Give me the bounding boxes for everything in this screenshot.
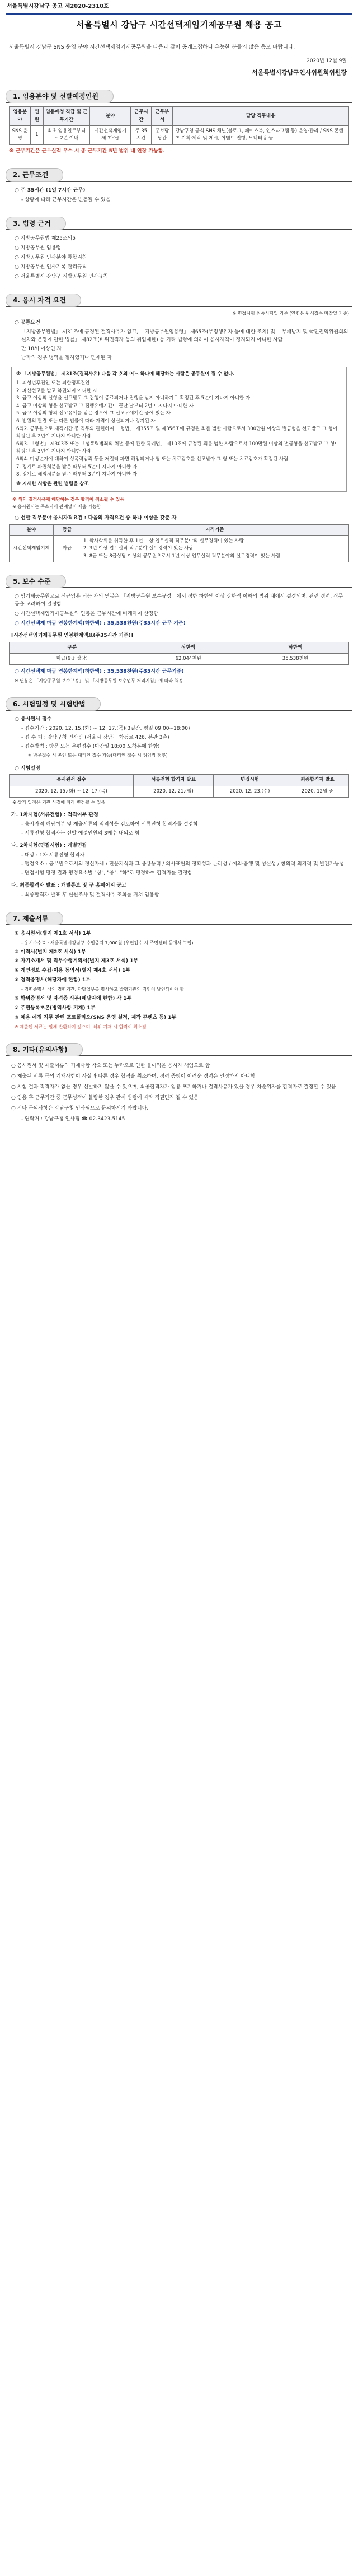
section-4-title: 4. 응시 자격 요건 [6, 294, 81, 308]
notice-date: 2020년 12월 9일 [307, 58, 347, 64]
col-dept: 근무부서 [152, 107, 173, 125]
col-field: 임용분야 [10, 107, 31, 125]
law-item: ○ 지방공무원법 제25조의5 [15, 236, 76, 242]
method-item: - 대상 : 1차 서류전형 합격자 [21, 852, 85, 858]
pay-item: ○ 시간선택제 마급 연봉한계액(하한액) : 35,538천원(주35시간 근무 기준) [15, 621, 186, 627]
common-req: 남자의 경우 병역을 필하였거나 면제된 자 [21, 355, 112, 361]
criteria-line: 2. 3년 이상 업무실적 직무분야 실무경력이 있는 사람 [83, 546, 194, 552]
disq-warning: ※ 위의 결격사유에 해당하는 경우 합격이 취소될 수 있음 [12, 497, 125, 502]
notice-item: ○ 기타 문의사항은 강남구청 인사팀으로 문의하시기 바랍니다. [11, 1106, 149, 1112]
col-apply: 응시원서 접수 [10, 775, 134, 786]
cell-max: 62,044천원 [135, 654, 242, 665]
col-max: 상한액 [135, 642, 242, 654]
application-item: - 접수방법 : 방문 또는 우편접수 (마감일 18:00 도착분에 한함) [21, 744, 160, 750]
special-req-table [9, 524, 349, 562]
disq-line: 7. 징계로 파면처분을 받은 때부터 5년이 지나지 아니한 자 [16, 464, 137, 470]
cell-field: SNS 운영 [10, 125, 31, 144]
doc-item: ⑤ 경력증명서(해당자에 한함) 1부 [15, 977, 91, 984]
law-item: ○ 지방공무원 인사기록 관리규칙 [15, 264, 87, 270]
application-label: ○ 응시원서 접수 [15, 716, 52, 723]
cell-interview: 2020. 12. 23.(수) [214, 786, 286, 797]
cell-rank: 시간선택제임기제 '마'급 [90, 125, 131, 144]
contact-info: - 연락처 : 강남구청 인사팀 ☎ 02-3423-5145 [21, 1116, 125, 1122]
cell-min: 35,538천원 [242, 654, 348, 665]
notice-number: 서울특별시강남구 공고 제2020-2310호 [7, 3, 109, 10]
cell-apply: 2020. 12. 15.(화) ~ 12. 17.(목) [10, 786, 134, 797]
eligibility-ref-note: ※ 면접시험 최종시험일 기준 (연령은 원서접수 마감일 기준) [232, 311, 349, 316]
section-6 [6, 697, 352, 900]
method-item: - 응시자격 해당여부 및 제출서류의 적격성을 검토하여 서류전형 합격자를 결정함 [21, 822, 198, 828]
disq-footer: ※ 자세한 사항은 관련 법령을 참조 [16, 481, 89, 487]
table-row [10, 125, 349, 144]
law-item: ○ 지방공무원 인사분야 통합지침 [15, 255, 87, 261]
special-req-label: ○ 선발 직무분야 응시자격요건 : 다음의 자격요건 중 하나 이상을 갖춘 자 [15, 515, 177, 521]
disq-line: 6의2. 공무원으로 재직기간 중 직무와 관련하여 「형법」 제355조 및 제356조에 규정된 죄를 범한 사람으로서 300만원 이상의 벌금형을 선고받고 그 형이 확정된 후 2년이 지나지 아니한 사람 [16, 426, 337, 440]
cell-criteria [81, 536, 349, 562]
cell-field: 시간선택제임기제 [10, 536, 54, 562]
section-6-title: 6. 시험일정 및 시험방법 [6, 697, 101, 711]
cell-type: 마급(6급 상당) [10, 654, 135, 665]
disq-line: 8. 징계로 해임처분을 받은 때부터 3년이 지나지 아니한 자 [16, 472, 137, 478]
cell-term: 최초 임용일로부터 ~ 2년 이내 [43, 125, 90, 144]
disq-line: 1. 피성년후견인 또는 피한정후견인 [16, 380, 90, 386]
pay-item: ○ 시간선택제 마급 연봉한계액(하한액) : 35,538천원(주35시간 근무기준) [15, 669, 184, 675]
application-item: - 접수기간 : 2020. 12. 15.(화) ~ 12. 17.(목)(3일간, 평일 09:00~18:00) [21, 726, 190, 732]
method-item: - 면접시험 평정 결과 평정요소별 "상", "중", "하"로 평정하여 합격자를 결정함 [21, 870, 192, 876]
col-rank-term: 임용예정 직급 및 근무기간 [43, 107, 90, 125]
application-item: - 접 수 처 : 강남구청 인사팀 (서울시 강남구 학동로 426, 본관 3층) [21, 735, 169, 741]
issuing-org: 서울특별시강남구인사위원회위원장 [251, 68, 347, 76]
schedule-label: ○ 시험일정 [15, 765, 40, 771]
application-item: ※ 방문접수 시 본인 또는 대리인 접수 가능(대리인 접수 시 위임장 첨부) [28, 753, 168, 758]
work-hours: ○ 주 35시간 (1일 7시간 근무) [15, 187, 86, 193]
pay-item: ※ 연봉은 「지방공무원 보수규정」 및 「지방공무원 보수업무 처리지침」에 따라 책정 [15, 678, 183, 684]
col-criteria: 자격기준 [81, 525, 349, 536]
disq-line: 6의4. 미성년자에 대하여 성폭력범죄 등을 저질러 파면·해임되거나 형 또는 치료감호를 선고받아 그 형 또는 치료감호가 확정된 사람 [16, 456, 289, 463]
table-row [10, 786, 349, 797]
section-3-title: 3. 법령 근거 [6, 217, 66, 231]
section-5-title: 5. 보수 수준 [6, 575, 66, 589]
disqualification-title: ※ 「지방공무원법」 제31조(결격사유) 다음 각 호의 어느 하나에 해당하는 사람은 공무원이 될 수 없다. [16, 371, 235, 377]
position-table [9, 106, 349, 145]
cell-grade: 마급 [54, 536, 81, 562]
col-field: 분야 [10, 525, 54, 536]
doc-item: ① 응시원서(별지 제1호 서식) 1부 [15, 931, 91, 937]
cell-duties: 강남구청 공식 SNS 채널(블로그, 페이스북, 인스타그램 등) 운영·관리 / SNS 콘텐츠 기획·제작 및 게시, 이벤트 진행, 모니터링 등 [173, 125, 349, 144]
table-row [10, 536, 349, 562]
section-5 [6, 575, 352, 685]
criteria-line: 3. 8급 또는 8급상당 이상의 공무원으로서 1년 이상 업무실적 직무분야의 실무경력이 있는 사람 [83, 553, 281, 559]
cell-hours: 주 35시간 [131, 125, 152, 144]
notice-item: ○ 응시원서 및 제출서류의 기재사항 착오 또는 누락으로 인한 불이익은 응시자 책임으로 함 [11, 1063, 210, 1069]
method-1-label: 가. 1차시험(서류전형) : 적격여부 판정 [11, 812, 98, 818]
law-item: ○ 서울특별시 강남구 지방공무원 인사규칙 [15, 273, 109, 280]
schedule-table [9, 774, 349, 797]
col-count: 인원 [31, 107, 43, 125]
section-4 [6, 294, 352, 562]
page-title: 서울특별시 강남구 시간선택제임기제공무원 채용 공고 [76, 19, 282, 30]
section-7-title: 7. 제출서류 [6, 912, 63, 926]
col-type: 구분 [10, 642, 135, 654]
doc-item: ※ 제출된 서류는 일체 반환하지 않으며, 허위 기재 시 합격이 취소됨 [15, 1024, 147, 1030]
cell-doc-result: 2020. 12. 21.(월) [133, 786, 213, 797]
col-duties: 담당 직무내용 [173, 107, 349, 125]
method-3-label: 다. 최종합격자 발표 : 개별통보 및 구 홈페이지 공고 [11, 882, 126, 888]
method-item: - 최종합격자 발표 후 신원조사 및 결격사유 조회를 거쳐 임용함 [21, 892, 159, 898]
col-area: 분야 [90, 107, 131, 125]
doc-item: - 응시수수료 : 서울특별시강남구 수입증지 7,000원 (우편접수 시 주민센터 등에서 구입) [21, 940, 194, 946]
cell-dept: 홍보담당관 [152, 125, 173, 144]
disq-line: 5. 금고 이상의 형의 선고유예를 받은 경우에 그 선고유예기간 중에 있는 자 [16, 411, 171, 417]
section-2-title: 2. 근무조건 [6, 168, 63, 182]
term-note: ※ 근무기간은 근무실적 우수 시 총 근무기간 5년 범위 내 연장 가능함. [9, 148, 165, 155]
section-2 [6, 168, 352, 204]
col-grade: 등급 [54, 525, 81, 536]
pay-item: ○ 임기제공무원으로 신규임용 되는 자의 연봉은 「지방공무원 보수규정」에서 정한 하한액 이상 상한액 이하의 범위 내에서 결정되며, 관련 경력, 직무 등을 고려하여 결정함 [15, 594, 343, 608]
doc-item: ③ 자기소개서 및 직무수행계획서(별지 제3호 서식) 1부 [15, 958, 139, 965]
doc-item: - 경력증명서 상의 경력기간, 담당업무를 명시하고 발행기관의 직인이 날인되어야 함 [21, 987, 185, 993]
pay-item: ○ 시간선택제임기제공무원의 연봉은 근무시간에 비례하여 산정함 [15, 611, 158, 617]
notice-item: ○ 시험 결과 적격자가 없는 경우 선발하지 않을 수 있으며, 최종합격자가 임용 포기하거나 결격사유가 있을 경우 차순위자를 합격자로 결정할 수 있음 [11, 1084, 336, 1091]
common-req: 만 18세 이상인 자 [21, 346, 62, 352]
doc-item: ⑥ 학위증명서 및 자격증 사본(해당자에 한함) 각 1부 [15, 995, 132, 1001]
col-interview: 면접시험 [214, 775, 286, 786]
section-1 [6, 90, 352, 156]
law-item: ○ 지방공무원 임용령 [15, 245, 62, 251]
col-hours: 근무시간 [131, 107, 152, 125]
col-min: 하한액 [242, 642, 348, 654]
table-row [10, 654, 349, 665]
doc-item: ④ 개인정보 수집·이용 동의서(별지 제4호 서식) 1부 [15, 968, 131, 974]
notice-item: ○ 임용 후 근무기간 중 근무성적이 불량한 경우 관계 법령에 따라 직권면직 될 수 있음 [11, 1095, 199, 1101]
title-bar [6, 13, 352, 35]
schedule-note: ※ 상기 일정은 기관 사정에 따라 변경될 수 있음 [12, 799, 106, 805]
section-7 [6, 912, 352, 1031]
doc-item: ⑧ 채용 예정 직무 관련 포트폴리오(SNS 운영 실적, 제작 콘텐츠 등) 1부 [15, 1014, 177, 1021]
pay-table-title: [시간선택임기제공무원 연봉한계액표(주35시간 기준)] [11, 633, 133, 639]
disqualification-box [11, 367, 347, 492]
intro-text: 서울특별시 강남구 SNS 운영 분야 시간선택제임기제공무원을 다음과 같이 공개모집하니 유능한 분들의 많은 응모 바랍니다. [9, 44, 295, 50]
criteria-line: 1. 학사학위를 취득한 후 1년 이상 업무실적 직무분야의 실무경력이 있는 사람 [83, 538, 244, 544]
col-doc-result: 서류전형 합격자 발표 [133, 775, 213, 786]
residence-note: ※ 응시원서는 주소지에 관계없이 제출 가능함 [12, 504, 101, 509]
common-req: 「지방공무원법」 제31조에 규정된 결격사유가 없고, 「지방공무원임용령」 제65조(부정행위자 등에 대한 조치) 및 「부패방지 및 국민권익위원회의 설치와 운영에 관한 법률」 제82조(비위면직자 등의 취업제한) 등 기타 법령에 의하여 응시자격이 정지되지 아니한 사람 [21, 329, 348, 343]
col-final: 최종합격자 발표 [286, 775, 349, 786]
disq-line: 6. 법원의 판결 또는 다른 법률에 따라 자격이 상실되거나 정지된 자 [16, 418, 156, 425]
disq-line: 6의3. 「형법」 제303조 또는 「성폭력범죄의 처벌 등에 관한 특례법」 제10조에 규정된 죄를 범한 사람으로서 100만원 이상의 벌금형을 선고받고 그 형이 확정된 후 3년이 지나지 아니한 사람 [16, 441, 340, 455]
method-2-label: 나. 2차시험(면접시험) : 개별면접 [11, 843, 87, 849]
pay-table [9, 642, 349, 665]
section-3 [6, 217, 352, 281]
method-item: - 평정요소 : 공무원으로서의 정신자세 / 전문지식과 그 응용능력 / 의사표현의 정확성과 논리성 / 예의·품행 및 성실성 / 창의력·의지력 및 발전가능성 [21, 861, 344, 867]
notice-page [6, 0, 352, 1124]
cell-final: 2020. 12월 중 [286, 786, 349, 797]
disq-line: 3. 금고 이상의 실형을 선고받고 그 집행이 종료되거나 집행을 받지 아니하기로 확정된 후 5년이 지나지 아니한 자 [16, 395, 251, 402]
section-1-title: 1. 임용분야 및 선발예정인원 [6, 90, 114, 104]
common-req-label: ○ 공통요건 [15, 319, 40, 325]
doc-item: ② 이력서(별지 제2호 서식) 1부 [15, 949, 86, 955]
disq-line: 2. 파산선고를 받고 복권되지 아니한 자 [16, 388, 97, 394]
doc-item: ⑦ 주민등록초본(병역사항 기재) 1부 [15, 1005, 96, 1011]
notice-item: ○ 제출된 서류 등의 기재사항이 사실과 다른 경우 합격을 취소하며, 경력 증빙이 어려운 경력은 인정하지 아니함 [11, 1074, 256, 1080]
work-hours-note: - 상황에 따라 근무시간은 변동될 수 있음 [21, 197, 111, 203]
method-item: - 서류전형 합격자는 선발 예정인원의 3배수 내외로 함 [21, 831, 140, 837]
disq-line: 4. 금고 이상의 형을 선고받고 그 집행유예기간이 끝난 날부터 2년이 지나지 아니한 자 [16, 403, 194, 409]
section-8 [6, 1043, 352, 1124]
cell-count: 1 [31, 125, 43, 144]
section-8-title: 8. 기타(유의사항) [6, 1043, 83, 1057]
